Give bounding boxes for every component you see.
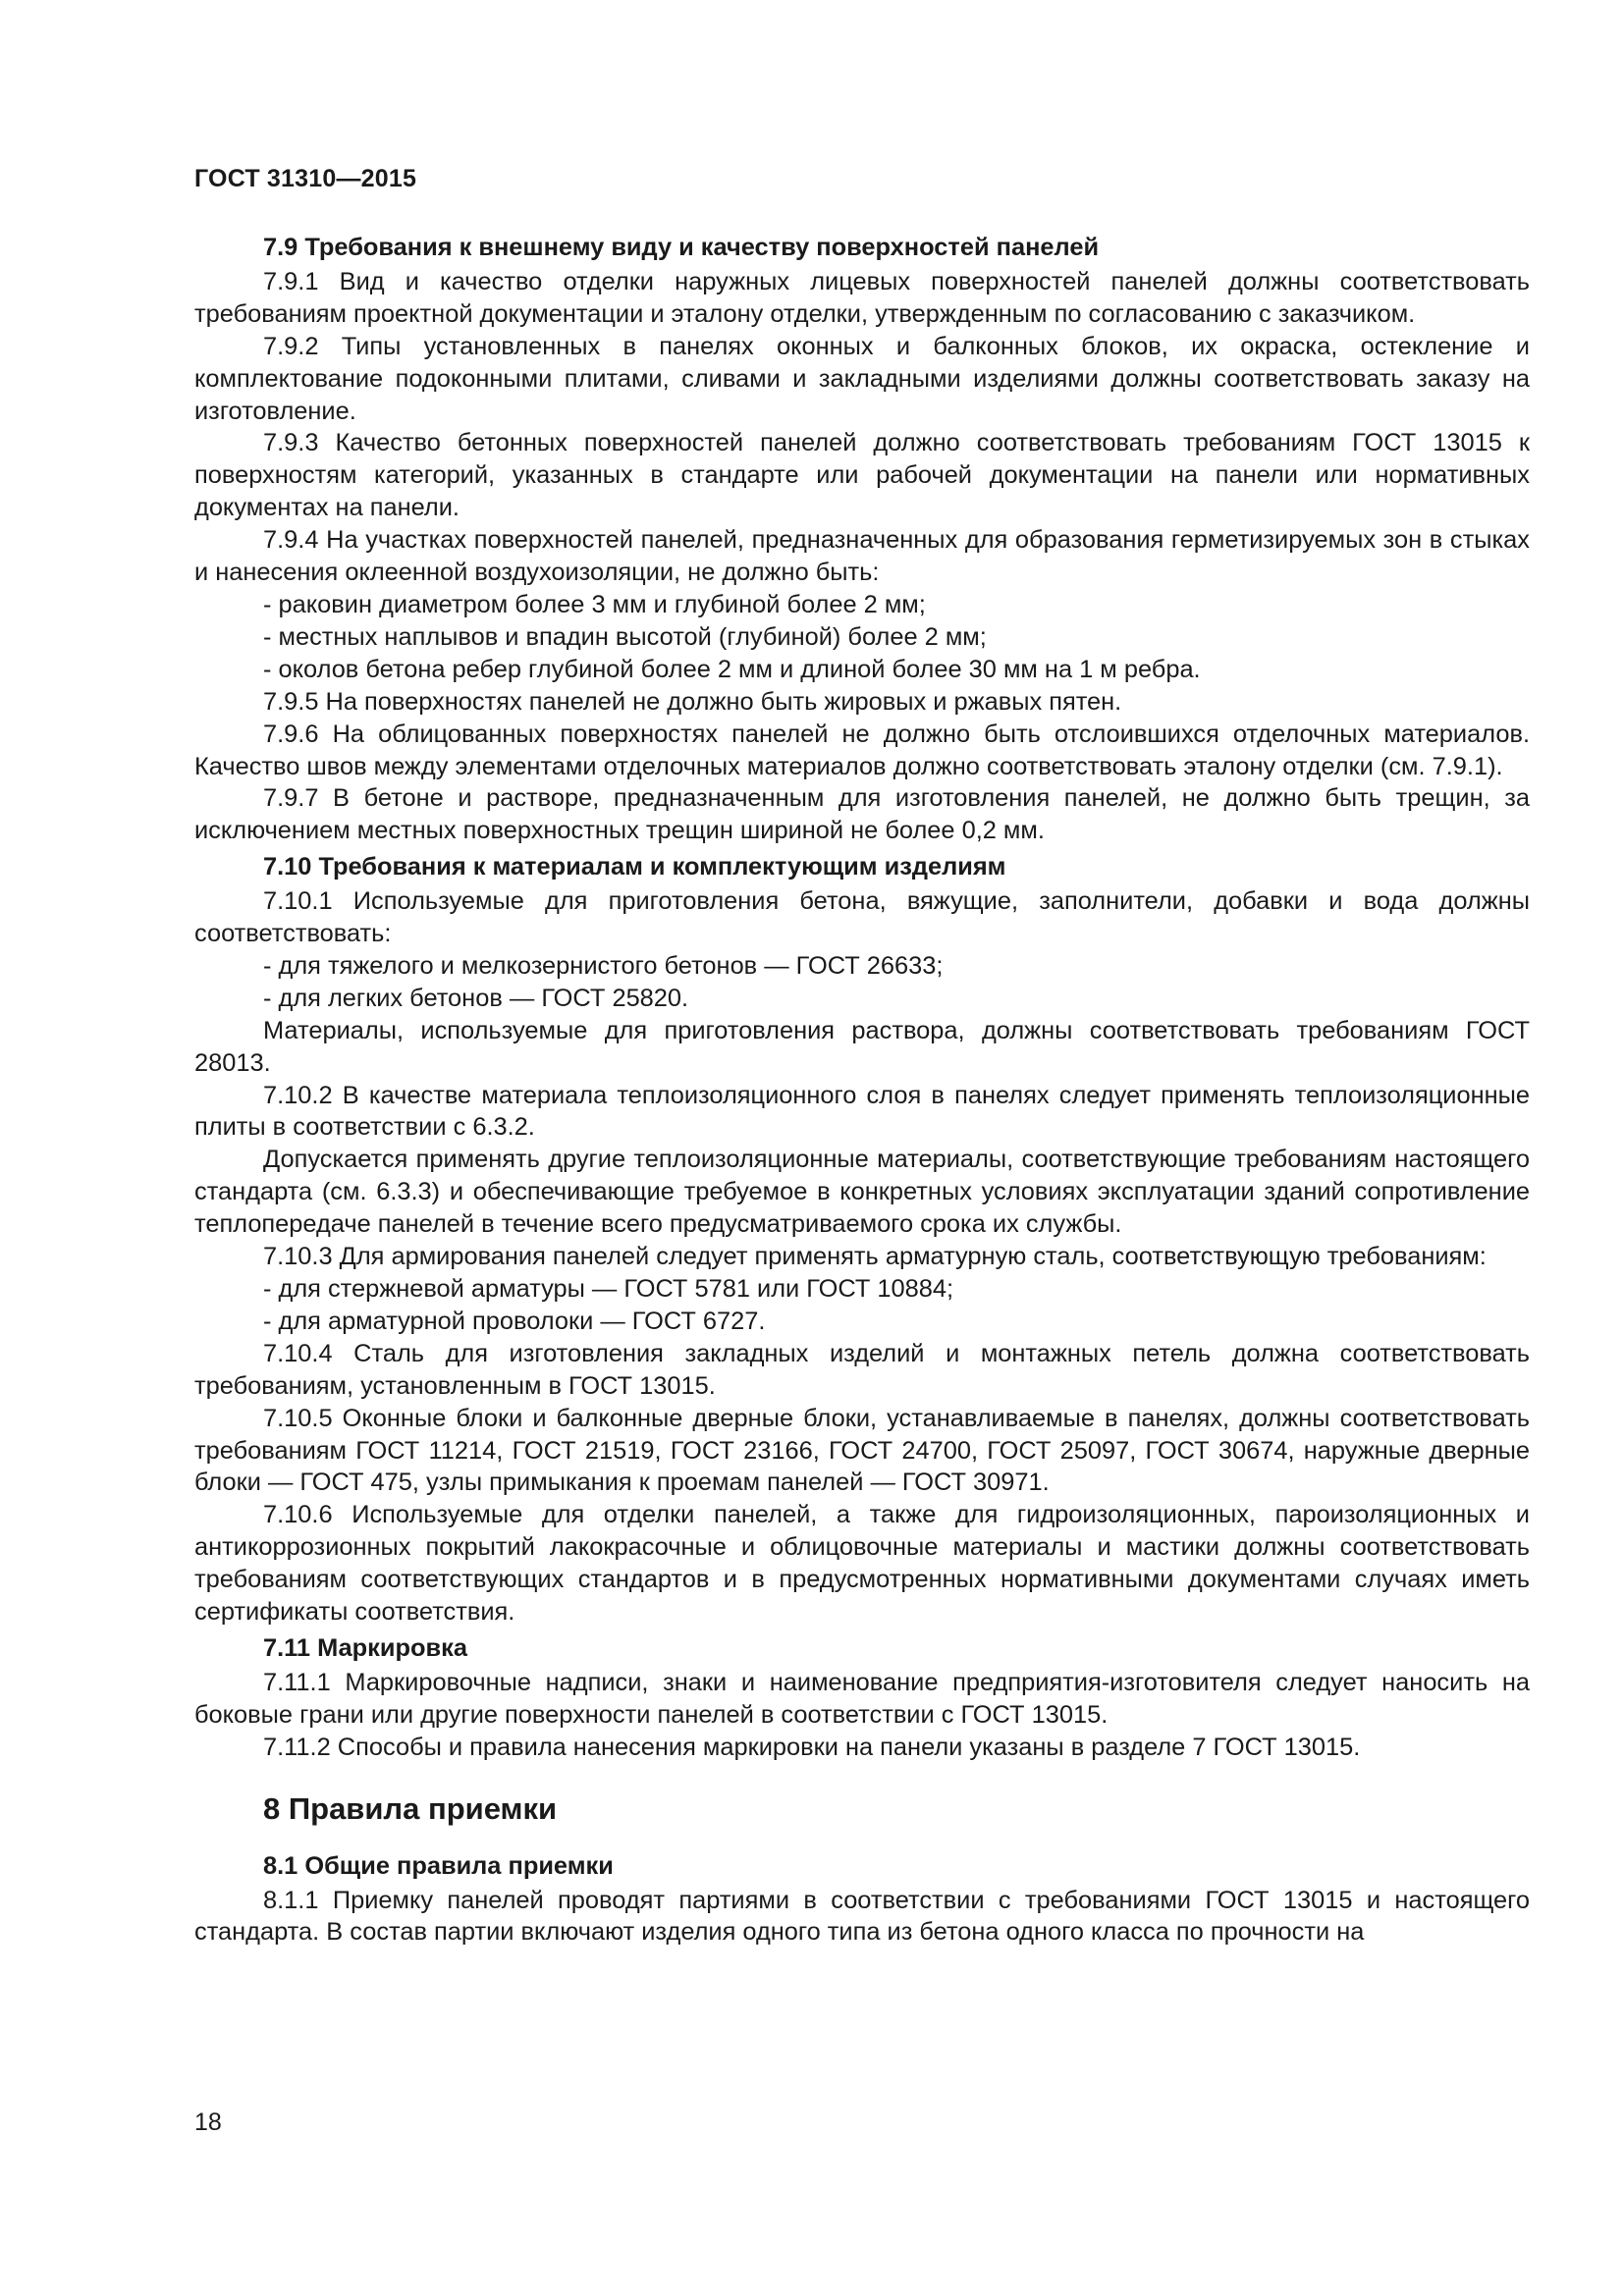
- paragraph: 7.9.6 На облицованных поверхностях панелей не должно быть отслоившихся отделочных материалов. Качество швов между элементами отделочных материалов должно соответствовать эталону отделки (см. 7.9.1).: [194, 720, 1530, 780]
- paragraph: 7.9.5 На поверхностях панелей не должно быть жировых и ржавых пятен.: [263, 687, 1122, 716]
- chapter-heading: 8 Правила приемки: [263, 1790, 558, 1826]
- list-item: - для арматурной проволоки — ГОСТ 6727.: [263, 1307, 766, 1335]
- paragraph: 7.11.2 Способы и правила нанесения маркировки на панели указаны в разделе 7 ГОСТ 13015.: [263, 1733, 1361, 1761]
- list-item: - местных наплывов и впадин высотой (глубиной) более 2 мм;: [263, 622, 987, 651]
- paragraph: Материалы, используемые для приготовления раствора, должны соответствовать требованиям ГОСТ 28013.: [194, 1016, 1530, 1077]
- document-body: [194, 228, 1530, 1949]
- section-heading: 7.9 Требования к внешнему виду и качеству поверхностей панелей: [263, 234, 1100, 261]
- list-item: - для стержневой арматуры — ГОСТ 5781 или ГОСТ 10884;: [263, 1275, 954, 1303]
- list-item: - околов бетона ребер глубиной более 2 мм и длиной более 30 мм на 1 м ребра.: [263, 655, 1201, 683]
- paragraph: 8.1.1 Приемку панелей проводят партиями в соответствии с требованиями ГОСТ 13015 и настоящего стандарта. В состав партии включают изделия одного типа из бетона одного класса по прочности на: [194, 1886, 1530, 1947]
- paragraph: 7.10.2 В качестве материала теплоизоляционного слоя в панелях следует применять теплоизоляционные плиты в соответствии с 6.3.2.: [194, 1081, 1530, 1142]
- list-item: - для тяжелого и мелкозернистого бетонов — ГОСТ 26633;: [263, 951, 944, 980]
- page-number: 18: [194, 2109, 222, 2136]
- list-item: - для легких бетонов — ГОСТ 25820.: [263, 984, 689, 1012]
- paragraph: 7.10.3 Для армирования панелей следует применять арматурную сталь, соответствующую требованиям:: [263, 1243, 1487, 1271]
- document-header: ГОСТ 31310—2015: [194, 165, 417, 192]
- paragraph: 7.10.4 Сталь для изготовления закладных изделий и монтажных петель должна соответствовать требованиям, установленным в ГОСТ 13015.: [194, 1339, 1530, 1400]
- paragraph: 7.11.1 Маркировочные надписи, знаки и наименование предприятия-изготовителя следует наносить на боковые грани или другие поверхности панелей в соответствии с ГОСТ 13015.: [194, 1668, 1530, 1729]
- section-heading: 8.1 Общие правила приемки: [263, 1851, 614, 1880]
- paragraph: 7.10.5 Оконные блоки и балконные дверные блоки, устанавливаемые в панелях, должны соответствовать требованиям ГОСТ 11214, ГОСТ 21519, ГОСТ 23166, ГОСТ 24700, ГОСТ 25097, ГОСТ 30674, наружные дверные блоки — ГОСТ 475, узлы примыкания к проемам панелей — ГОСТ 30971.: [194, 1404, 1530, 1497]
- paragraph: 7.9.3 Качество бетонных поверхностей панелей должно соответствовать требованиям ГОСТ 13015 к поверхностям категорий, указанных в стандарте или рабочей документации на панели или нормативных документах на панели.: [194, 429, 1530, 522]
- paragraph: Допускается применять другие теплоизоляционные материалы, соответствующие требованиям настоящего стандарта (см. 6.3.3) и обеспечивающие требуемое в конкретных условиях эксплуатации зданий сопротивление теплопередаче панелей в течение всего предусматриваемого срока их службы.: [194, 1146, 1530, 1239]
- paragraph: 7.9.7 В бетоне и растворе, предназначенным для изготовления панелей, не должно быть трещин, за исключением местных поверхностных трещин шириной не более 0,2 мм.: [194, 784, 1530, 845]
- paragraph: 7.9.4 На участках поверхностей панелей, предназначенных для образования герметизируемых зон в стыках и нанесения оклеенной воздухоизоляции, не должно быть:: [194, 526, 1530, 587]
- section-heading: 7.11 Маркировка: [263, 1633, 467, 1662]
- paragraph: 7.10.6 Используемые для отделки панелей, а также для гидроизоляционных, пароизоляционных и антикоррозионных покрытий лакокрасочные и облицовочные материалы и мастики должны соответствовать требованиям соответствующих стандартов и в предусмотренных нормативными документами случаях иметь сертификаты соответствия.: [194, 1501, 1530, 1627]
- list-item: - раковин диаметром более 3 мм и глубиной более 2 мм;: [263, 590, 926, 618]
- paragraph: 7.9.1 Вид и качество отделки наружных лицевых поверхностей панелей должны соответствовать требованиям проектной документации и эталону отделки, утвержденным по согласованию с заказчиком.: [194, 267, 1530, 328]
- section-heading: 7.10 Требования к материалам и комплектующим изделиям: [263, 853, 1006, 881]
- paragraph: 7.9.2 Типы установленных в панелях оконных и балконных блоков, их окраска, остекление и комплектование подоконными плитами, сливами и закладными изделиями должны соответствовать заказу на изготовление.: [194, 332, 1530, 425]
- paragraph: 7.10.1 Используемые для приготовления бетона, вяжущие, заполнители, добавки и вода должны соответствовать:: [194, 887, 1530, 948]
